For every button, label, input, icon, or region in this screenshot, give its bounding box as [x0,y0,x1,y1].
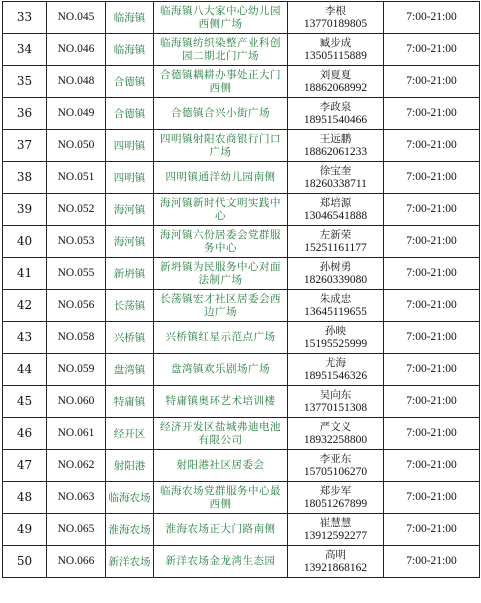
service-hours: 7:00-21:00 [384,482,480,514]
table-row [3,258,480,290]
town-name: 临海镇 [106,34,154,66]
table-row [3,514,480,546]
contact-cell [288,34,384,66]
contact-name: 郑步军 [319,484,352,497]
row-number: 45 [3,386,47,418]
table-row [3,66,480,98]
contact-phone: 15195525999 [303,337,368,350]
service-hours: 7:00-21:00 [384,290,480,322]
site-location: 淮海农场正大门路南侧 [154,514,288,546]
contact-name: 严文义 [319,420,352,433]
service-hours: 7:00-21:00 [384,258,480,290]
site-location: 盘湾镇欢乐剧场广场 [154,354,288,386]
contact-name: 尤海 [325,356,346,369]
service-hours: 7:00-21:00 [384,130,480,162]
table-row [3,386,480,418]
site-code: NO.046 [47,34,106,66]
service-hours: 7:00-21:00 [384,66,480,98]
site-location: 合德镇合兴小街广场 [154,98,288,130]
contact-name: 孙树勇 [319,260,352,273]
service-hours: 7:00-21:00 [384,418,480,450]
site-code: NO.065 [47,514,106,546]
site-location: 合德镇耦耕办事处正大门西侧 [154,66,288,98]
service-hours: 7:00-21:00 [384,450,480,482]
table-row [3,34,480,66]
site-location: 射阳港社区居委会 [154,450,288,482]
contact-cell [288,482,384,514]
row-number: 37 [3,130,47,162]
town-name: 新坍镇 [106,258,154,290]
site-code: NO.053 [47,226,106,258]
table-row [3,130,480,162]
service-hours: 7:00-21:00 [384,162,480,194]
site-location: 新洋农场金龙湾生态园 [154,546,288,578]
row-number: 39 [3,194,47,226]
site-code: NO.055 [47,258,106,290]
service-hours: 7:00-21:00 [384,514,480,546]
contact-phone: 18862068992 [303,81,368,94]
site-location: 特庸镇奥环艺术培训楼 [154,386,288,418]
contact-phone: 13645119655 [304,305,367,318]
row-number: 42 [3,290,47,322]
contact-phone: 13912592277 [303,529,368,542]
row-number: 40 [3,226,47,258]
town-name: 合德镇 [106,66,154,98]
contact-cell [288,322,384,354]
row-number: 48 [3,482,47,514]
contact-cell [288,258,384,290]
service-hours: 7:00-21:00 [384,2,480,34]
town-name: 合德镇 [106,98,154,130]
contact-cell [288,450,384,482]
contact-name: 李根 [325,4,346,17]
contact-cell [288,418,384,450]
table-row [3,418,480,450]
site-code: NO.050 [47,130,106,162]
contact-cell [288,66,384,98]
town-name: 兴桥镇 [106,322,154,354]
contact-phone: 15251161177 [304,241,367,254]
table-row [3,450,480,482]
table-row [3,162,480,194]
contact-phone: 18051267899 [303,497,368,510]
table-row [3,2,480,34]
town-name: 经开区 [106,418,154,450]
town-name: 四明镇 [106,130,154,162]
contact-phone: 13770189805 [303,17,368,30]
contact-cell [288,194,384,226]
table-row [3,482,480,514]
town-name: 淮海农场 [106,514,154,546]
contact-name: 李亚东 [319,452,352,465]
town-name: 临海镇 [106,2,154,34]
table-row [3,194,480,226]
site-location: 四明镇射阳农商银行门口广场 [154,130,288,162]
contact-name: 吴向东 [319,388,352,401]
row-number: 43 [3,322,47,354]
service-hours: 7:00-21:00 [384,34,480,66]
service-hours: 7:00-21:00 [384,354,480,386]
town-name: 长荡镇 [106,290,154,322]
town-name: 海河镇 [106,194,154,226]
row-number: 34 [3,34,47,66]
row-number: 46 [3,418,47,450]
service-hours: 7:00-21:00 [384,226,480,258]
table-row [3,322,480,354]
contact-name: 臧步成 [319,36,352,49]
site-code: NO.063 [47,482,106,514]
site-code: NO.060 [47,386,106,418]
contact-phone: 18862061233 [303,145,368,158]
sampling-sites-table [2,1,480,578]
contact-cell [288,354,384,386]
row-number: 36 [3,98,47,130]
contact-name: 朱成忠 [319,292,352,305]
site-location: 新坍镇为民服务中心对面法制广场 [154,258,288,290]
contact-cell [288,386,384,418]
row-number: 38 [3,162,47,194]
contact-cell [288,226,384,258]
contact-cell [288,162,384,194]
contact-name: 李政泉 [319,100,352,113]
site-location: 海河镇六份居委会党群服务中心 [154,226,288,258]
town-name: 四明镇 [106,162,154,194]
contact-phone: 15705106270 [303,465,368,478]
service-hours: 7:00-21:00 [384,386,480,418]
table-row [3,98,480,130]
contact-name: 崔慧慧 [319,516,352,529]
contact-cell [288,130,384,162]
town-name: 海河镇 [106,226,154,258]
contact-cell [288,546,384,578]
town-name: 新洋农场 [106,546,154,578]
contact-name: 孙映 [325,324,346,337]
site-location: 兴桥镇红星示范点广场 [154,322,288,354]
site-location: 临海农场党群服务中心最西侧 [154,482,288,514]
site-location: 临海镇纺织染整产业科创园二期北门广场 [154,34,288,66]
town-name: 特庸镇 [106,386,154,418]
service-hours: 7:00-21:00 [384,546,480,578]
contact-name: 王远鹏 [319,132,352,145]
contact-cell [288,514,384,546]
contact-phone: 18260339080 [303,273,368,286]
contact-name: 郑培源 [319,196,352,209]
site-location: 四明镇通洋幼儿园南侧 [154,162,288,194]
row-number: 49 [3,514,47,546]
site-code: NO.052 [47,194,106,226]
contact-name: 刘夏夏 [319,68,352,81]
table-row [3,290,480,322]
table-row [3,546,480,578]
site-location: 海河镇新时代文明实践中心 [154,194,288,226]
table-row [3,226,480,258]
row-number: 33 [3,2,47,34]
contact-name: 左新荣 [319,228,352,241]
site-code: NO.056 [47,290,106,322]
site-code: NO.066 [47,546,106,578]
town-name: 射阳港 [106,450,154,482]
table-body [3,2,480,578]
contact-name: 徐宝奎 [319,164,352,177]
site-code: NO.048 [47,66,106,98]
site-code: NO.045 [47,2,106,34]
contact-cell [288,2,384,34]
site-code: NO.049 [47,98,106,130]
site-code: NO.062 [47,450,106,482]
row-number: 44 [3,354,47,386]
contact-phone: 13505115889 [304,49,367,62]
site-code: NO.061 [47,418,106,450]
contact-cell [288,98,384,130]
contact-phone: 18260338711 [304,177,367,190]
site-location: 经济开发区盐城弗迪电池有限公司 [154,418,288,450]
site-code: NO.059 [47,354,106,386]
row-number: 50 [3,546,47,578]
site-code: NO.058 [47,322,106,354]
row-number: 35 [3,66,47,98]
town-name: 盘湾镇 [106,354,154,386]
site-code: NO.051 [47,162,106,194]
site-location: 临海镇八大家中心幼儿园西侧广场 [154,2,288,34]
contact-phone: 13770151308 [303,401,368,414]
site-location: 长荡镇宏才社区居委会西边广场 [154,290,288,322]
row-number: 41 [3,258,47,290]
contact-phone: 18932258800 [303,433,368,446]
contact-phone: 18951540466 [303,113,368,126]
table-row [3,354,480,386]
contact-cell [288,290,384,322]
row-number: 47 [3,450,47,482]
contact-phone: 18951546326 [303,369,368,382]
service-hours: 7:00-21:00 [384,322,480,354]
town-name: 临海农场 [106,482,154,514]
service-hours: 7:00-21:00 [384,98,480,130]
contact-phone: 13921868162 [303,561,368,574]
contact-phone: 13046541888 [303,209,368,222]
contact-name: 高明 [325,548,346,561]
service-hours: 7:00-21:00 [384,194,480,226]
